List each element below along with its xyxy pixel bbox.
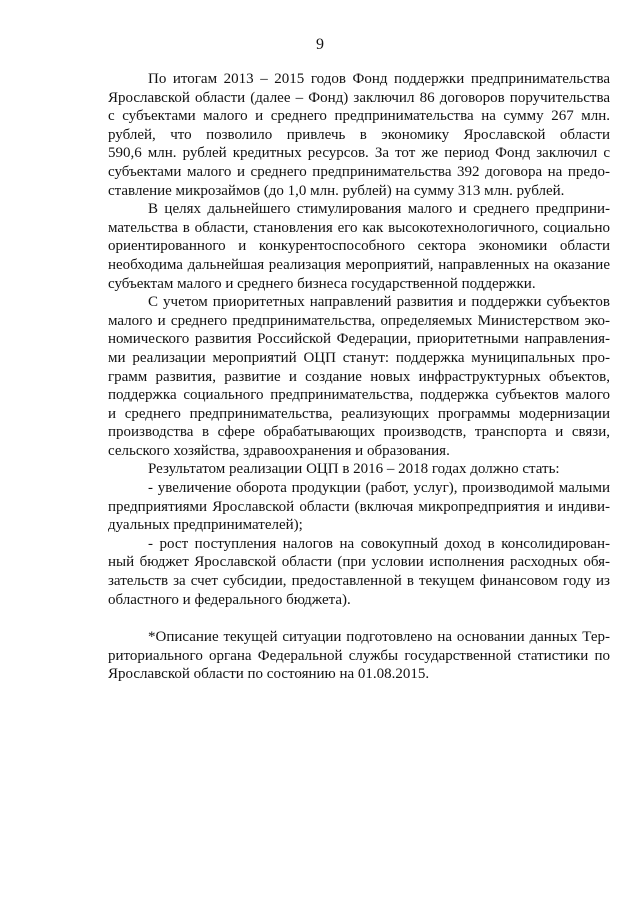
text-line: 590,6 млн. рублей кредитных ресурсов. За тот же период Фонд заключил с: [108, 145, 610, 162]
text-line: необходима дальнейшая реализация мероприятий, направленных на оказание: [108, 256, 610, 273]
text-line: предприятиями Ярославской области (включая микропредприятия и индиви-: [108, 498, 610, 515]
text-line: и среднего предпринимательства, реализующих программы модернизации: [108, 405, 610, 422]
text-line: ми реализации мероприятий ОЦП станут: поддержка муниципальных про-: [108, 349, 610, 366]
text-line: с субъектами малого и среднего предпринимательства на сумму 267 млн.: [108, 108, 610, 125]
text-line: ный бюджет Ярославской области (при условии исполнения расходных обя-: [108, 554, 610, 571]
document-body: [108, 70, 610, 684]
text-line: ориентированного и конкурентоспособного сектора экономики области: [108, 238, 610, 255]
paragraph-fund-results: [108, 70, 610, 200]
text-line: поддержка социального предпринимательства, поддержка субъектов малого: [108, 387, 610, 404]
footnote: [108, 628, 610, 684]
text-line: риториального органа Федеральной службы государственной статистики по: [108, 647, 610, 664]
text-line: субъектам малого и среднего бизнеса государственной поддержки.: [108, 275, 536, 292]
paragraph-results-intro: [108, 460, 610, 479]
text-line: Результатом реализации ОЦП в 2016 – 2018 годах должно стать:: [148, 461, 560, 478]
text-line: дуальных предпринимателей);: [108, 517, 303, 534]
text-line: В целях дальнейшего стимулирования малого и среднего предприни-: [148, 201, 610, 218]
paragraph-stimulation: [108, 200, 610, 293]
text-line: - рост поступления налогов на совокупный доход в консолидирован-: [148, 535, 610, 552]
text-line: сельского хозяйства, здравоохранения и образования.: [108, 442, 450, 459]
text-line: Ярославской области по состоянию на 01.08.2015.: [108, 666, 430, 683]
text-line: ставление микрозаймов (до 1,0 млн. рублей) на сумму 313 млн. рублей.: [108, 182, 565, 199]
text-line: зательств за счет субсидии, предоставленной в текущем финансовом году из: [108, 573, 610, 590]
text-line: номического развития Российской Федерации, приоритетными направления-: [108, 331, 610, 348]
page-number: 9: [316, 36, 324, 53]
list-item-turnover: [108, 479, 610, 535]
text-line: С учетом приоритетных направлений развития и поддержки субъектов: [148, 294, 610, 311]
text-line: производства в сфере обрабатывающих производств, транспорта и связи,: [108, 424, 610, 441]
text-line: Ярославской области (далее – Фонд) заключил 86 договоров поручительства: [108, 89, 610, 106]
text-line: рублей, что позволило привлечь в экономику Ярославской области: [108, 126, 610, 143]
text-line: мательства в области, становления его как высокотехнологичного, социально: [108, 219, 610, 236]
text-line: - увеличение оборота продукции (работ, услуг), производимой малыми: [148, 480, 610, 497]
text-line: областного и федерального бюджета).: [108, 591, 351, 608]
text-line: По итогам 2013 – 2015 годов Фонд поддержки предпринимательства: [148, 71, 610, 87]
list-item-taxes: [108, 535, 610, 609]
paragraph-priorities: [108, 293, 610, 460]
text-line: грамм развития, развитие и создание новых инфраструктурных объектов,: [108, 368, 610, 385]
text-line: субъектами малого и среднего предпринимательства 392 договора на предо-: [108, 163, 610, 180]
text-line: *Описание текущей ситуации подготовлено на основании данных Тер-: [148, 629, 610, 646]
text-line: малого и среднего предпринимательства, определяемых Министерством эко-: [108, 312, 610, 329]
